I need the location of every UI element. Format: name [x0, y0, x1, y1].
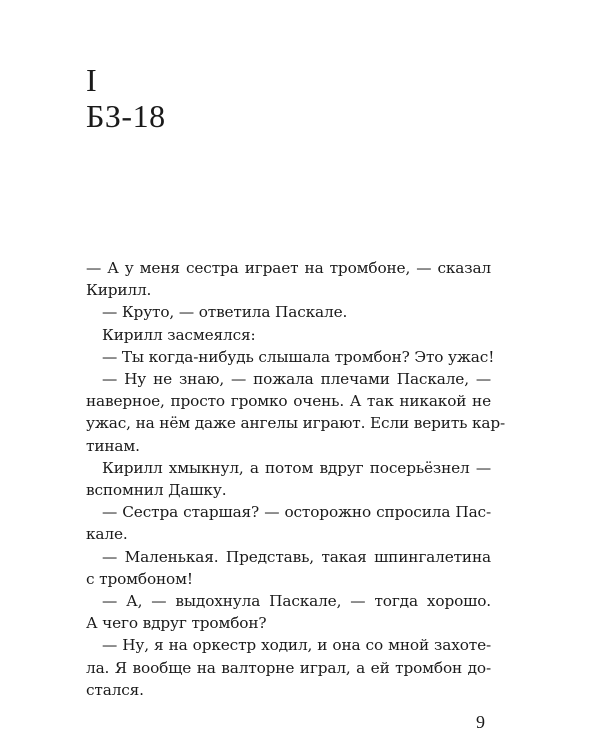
text-line: — Круто, — ответила Паскале. — [102, 303, 348, 322]
text-line: Кирилл хмыкнул, а потом вдруг посерьёзнел — — [102, 458, 491, 477]
text-line: кале. — [86, 525, 128, 544]
text-line: ужас, на нём даже ангелы играют. Если верить кар- — [86, 414, 506, 433]
text-line: тинам. — [86, 436, 140, 455]
text-line: — Ну не знаю, — пожала плечами Паскале, — — [102, 370, 491, 388]
text-line: — А у меня сестра играет на тромбоне, — сказал — [86, 259, 491, 277]
page-number: 9 — [476, 712, 485, 732]
text-line: ла. Я вообще на валторне играл, а ей тромбон до- — [86, 658, 491, 677]
text-line: наверное, просто громко очень. А так никакой не — [86, 392, 491, 411]
text-line: Кирилл засмеялся: — [102, 325, 256, 344]
chapter-number: I — [86, 62, 98, 98]
chapter-title: БЗ-18 — [86, 98, 166, 134]
text-line: стался. — [86, 680, 144, 699]
text-line: — А, — выдохнула Паскале, — тогда хорошо. — [102, 592, 491, 610]
text-line: — Ну, я на оркестр ходил, и она со мной захоте- — [102, 636, 491, 655]
text-line: — Маленькая. Представь, такая шпингалетина — [102, 547, 491, 566]
text-line: с тромбоном! — [86, 569, 193, 588]
text-line: — Ты когда-нибудь слышала тромбон? Это ужас! — [102, 347, 495, 366]
text-line: вспомнил Дашку. — [86, 481, 227, 499]
text-line: Кирилл. — [86, 281, 152, 300]
text-line: — Сестра старшая? — осторожно спросила Пас- — [102, 503, 491, 522]
text-line: А чего вдруг тромбон? — [86, 614, 267, 633]
